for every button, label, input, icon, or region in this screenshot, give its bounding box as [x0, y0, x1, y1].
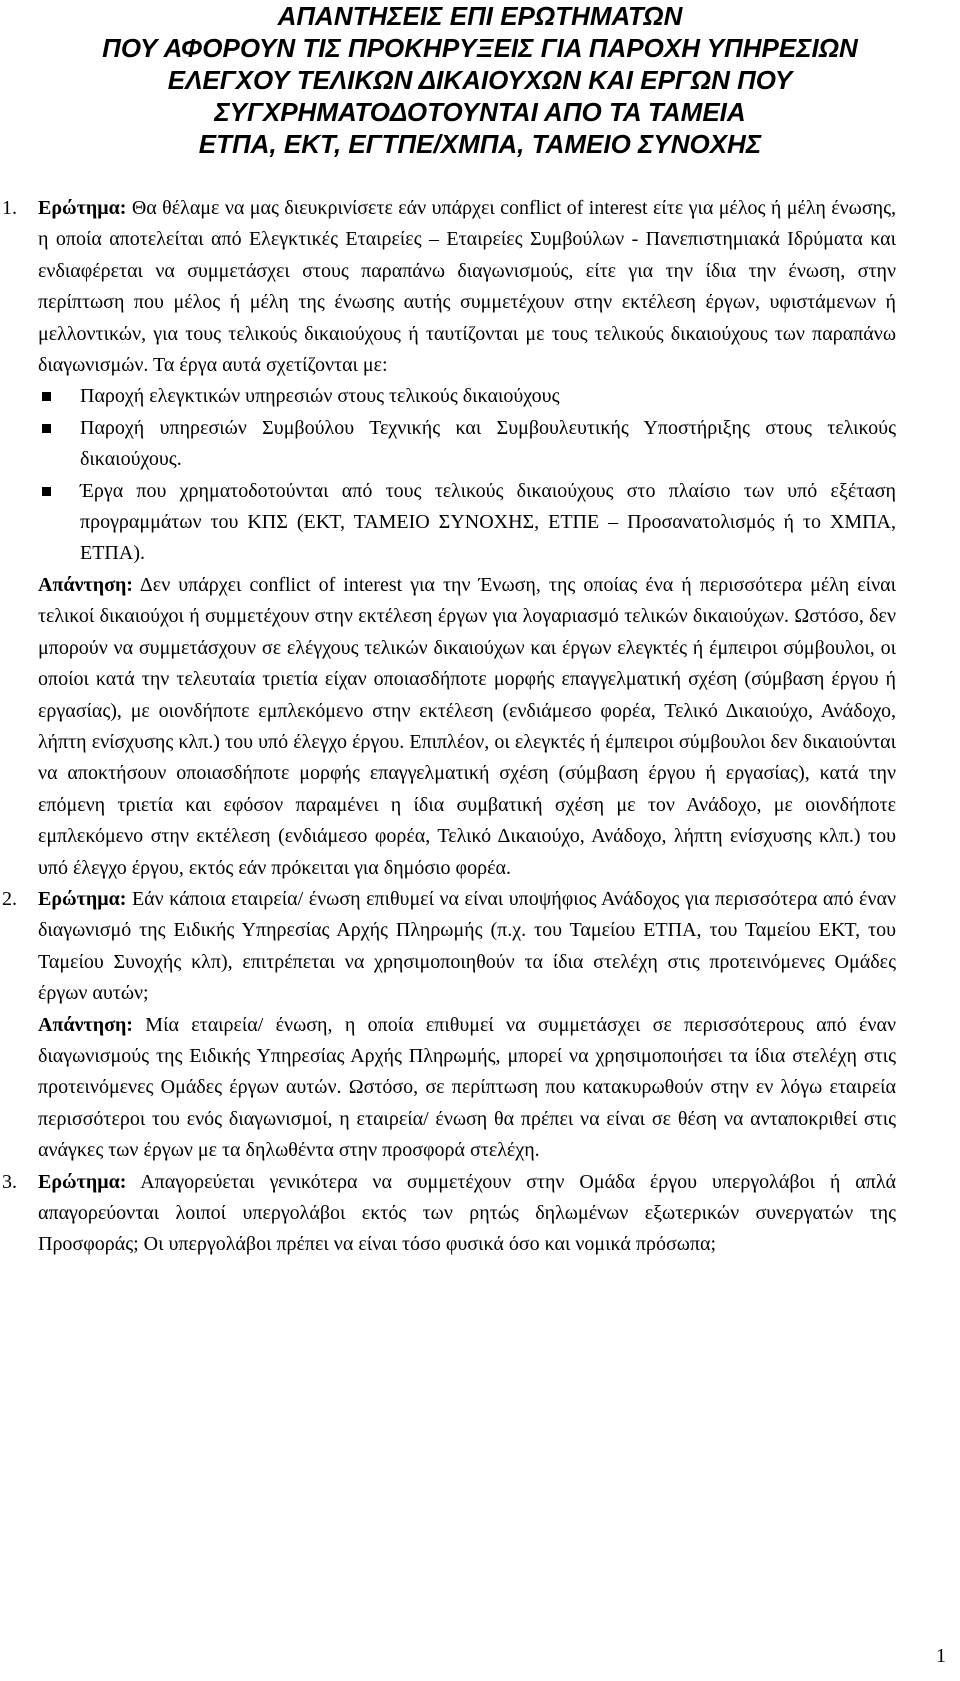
- bullet-text: Παροχή υπηρεσιών Συμβούλου Τεχνικής και Συμβουλευτικής Υποστήριξης στους τελικούς δικαιούχους.: [80, 416, 896, 471]
- question-label: Ερώτημα:: [38, 1170, 127, 1193]
- question-label: Ερώτημα:: [38, 197, 127, 219]
- title-line: ΣΥΓΧΡΗΜΑΤΟΔΟΤΟΥΝΤΑΙ ΑΠΟ ΤΑ ΤΑΜΕΙΑ: [214, 97, 746, 127]
- question-text: Θα θέλαμε να μας διευκρινίσετε εάν υπάρχει conflict of interest είτε για μέλος ή μέλη ένωσης, η οποία αποτελείται από Ελεγκτικές Εταιρείες – Εταιρείες Συμβούλων - Πανεπιστημιακά Ιδρύματα και ενδιαφέρεται να συμμετάσχει στους παραπάνω διαγωνισμούς, είτε για την ίδια την ένωση, στην περίπτωση που μέλος ή μέλη της ένωσης αυτής συμμετέχουν στην εκτέλεση έργων, υφιστάμενων ή μελλοντικών, για τους τελικούς δικαιούχους ή ταυτίζονται με τους τελικούς δικαιούχους των παραπάνω διαγωνισμών. Τα έργα αυτά σχετίζονται με:: [38, 197, 896, 377]
- answer-label: Απάντηση:: [38, 1013, 133, 1036]
- title-line: ΕΤΠΑ, ΕΚΤ, ΕΓΤΠΕ/ΧΜΠΑ, ΤΑΜΕΙΟ ΣΥΝΟΧΗΣ: [198, 129, 762, 159]
- square-bullet-icon: [42, 392, 51, 401]
- title-line: ΑΠΑΝΤΗΣΕΙΣ ΕΠΙ ΕΡΩΤΗΜΑΤΩΝ: [277, 1, 683, 31]
- question-text: Απαγορεύεται γενικότερα να συμμετέχουν στην Ομάδα έργου υπεργολάβοι ή απλά απαγορεύονται λοιποί υπεργολάβοι εκτός των ρητώς δηλωμένων εξωτερικών συνεργατών της Προσφοράς; Οι υπεργολάβοι πρέπει να είναι τόσο φυσικά όσο και νομικά πρόσωπα;: [38, 1170, 896, 1256]
- document-body: [2, 193, 896, 1261]
- title-line: ΕΛΕΓΧΟΥ ΤΕΛΙΚΩΝ ΔΙΚΑΙΟΥΧΩΝ ΚΑΙ ΕΡΓΩΝ ΠΟΥ: [167, 65, 793, 95]
- answer-text: Δεν υπάρχει conflict of interest για την Ένωση, της οποίας ένα ή περισσότερα μέλη είναι τελικοί δικαιούχοι ή συμμετέχουν στην εκτέλεση έργων για λογαριασμό τελικών δικαιούχων. Ωστόσο, δεν μπορούν να συμμετάσχουν σε ελέγχους τελικών δικαιούχων και έργων ελεγκτές ή έμπειροι σύμβουλοι, οι οποίοι κατά την τελευταία τριετία είχαν οποιασδήποτε μορφής επαγγελματική σχέση (σύμβαση έργου ή εργασίας), με οιονδήποτε εμπλεκόμενο στην εκτέλεση (ενδιάμεσο φορέα, Τελικό Δικαιούχο, Ανάδοχο, λήπτη ενίσχυσης κλπ.) του υπό έλεγχο έργου. Επιπλέον, οι ελεγκτές ή έμπειροι σύμβουλοι δεν δικαιούνται να αποκτήσουν οποιασδήποτε μορφής επαγγελματική σχέση (σύμβαση έργου ή εργασίας), κατά την επόμενη τριετία και εφόσον παραμένει η ίδια συμβατική σχέση με τον Ανάδοχο, με οιονδήποτε εμπλεκόμενο στην εκτέλεση (ενδιάμεσο φορέα, Τελικό Δικαιούχο, Ανάδοχο, λήπτη ενίσχυσης κλπ.) του υπό έλεγχο έργου, εκτός εάν πρόκειται για δημόσιο φορέα.: [38, 573, 896, 879]
- page-number: 1: [936, 1645, 946, 1667]
- answer-paragraph: [38, 570, 896, 884]
- item-number: 2.: [2, 887, 17, 910]
- bullet-item: [38, 476, 896, 570]
- question-label: Ερώτημα:: [38, 887, 127, 910]
- qa-item-1: [2, 193, 896, 884]
- answer-text: Μία εταιρεία/ ένωση, η οποία επιθυμεί να συμμετάσχει σε περισσότερους από έναν διαγωνισμούς της Ειδικής Υπηρεσίας Αρχής Πληρωμής, μπορεί να χρησιμοποιήσει τα ίδια στελέχη στις προτεινόμενες Ομάδες έργων αυτών. Ωστόσο, σε περίπτωση που κατακυρωθούν στην εν λόγω εταιρεία περισσότεροι του ενός διαγωνισμοί, η εταιρεία/ ένωση θα πρέπει να είναι σε θέση να ανταποκριθεί στις ανάγκες των έργων με τα δηλωθέντα στην προσφορά στελέχη.: [38, 1013, 896, 1162]
- question-text: Εάν κάποια εταιρεία/ ένωση επιθυμεί να είναι υποψήφιος Ανάδοχος για περισσότερα από έναν διαγωνισμό της Ειδικής Υπηρεσίας Αρχής Πληρωμής (π.χ. του Ταμείου ΕΤΠΑ, του Ταμείου ΕΚΤ, του Ταμείου Συνοχής κλπ), επιτρέπεται να χρησιμοποιηθούν τα ίδια στελέχη στις προτεινόμενες Ομάδες έργων αυτών;: [38, 887, 896, 1005]
- bullet-text: Παροχή ελεγκτικών υπηρεσιών στους τελικούς δικαιούχους: [80, 385, 560, 408]
- title-line: ΠΟΥ ΑΦΟΡΟΥΝ ΤΙΣ ΠΡΟΚΗΡΥΞΕΙΣ ΓΙΑ ΠΑΡΟΧΗ ΥΠΗΡΕΣΙΩΝ: [102, 33, 858, 63]
- bullet-text: Έργα που χρηματοδοτούνται από τους τελικούς δικαιούχους στο πλαίσιο των υπό εξέταση προγραμμάτων του ΚΠΣ (ΕΚΤ, ΤΑΜΕΙΟ ΣΥΝΟΧΗΣ, ΕΤΠΕ – Προσανατολισμός ή το ΧΜΠΑ, ΕΤΠΑ).: [80, 479, 896, 565]
- qa-item-2: [2, 884, 896, 1167]
- question-paragraph: [38, 193, 896, 381]
- item-number: 1.: [2, 197, 17, 219]
- bullet-item: [38, 381, 896, 412]
- page-title: [60, 0, 900, 160]
- question-paragraph: [38, 884, 896, 1010]
- answer-label: Απάντηση:: [38, 573, 133, 596]
- answer-paragraph: [38, 1010, 896, 1167]
- qa-item-3: [2, 1167, 896, 1261]
- square-bullet-icon: [42, 487, 51, 496]
- square-bullet-icon: [42, 424, 51, 433]
- question-paragraph: [38, 1167, 896, 1261]
- item-number: 3.: [2, 1170, 17, 1193]
- bullet-item: [38, 413, 896, 476]
